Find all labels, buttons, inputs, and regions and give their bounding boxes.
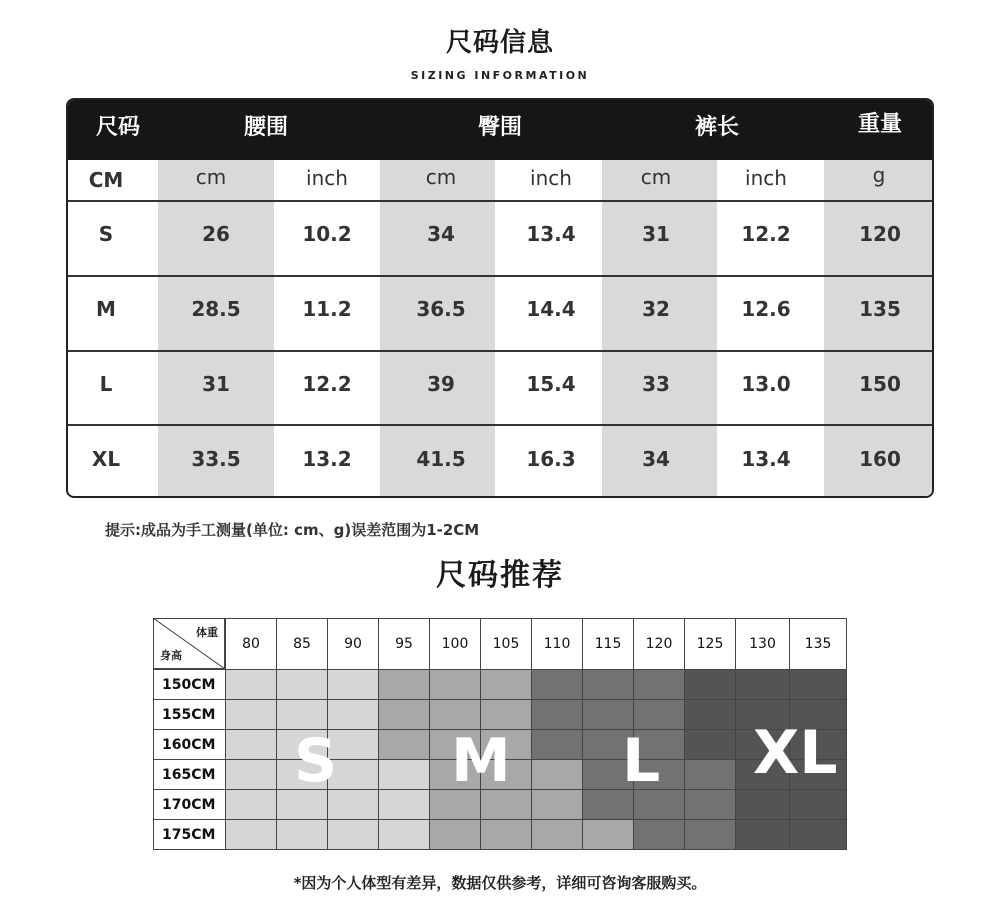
weight-header: 105	[492, 636, 520, 652]
header-size: 尺码	[95, 115, 140, 140]
size-label: S	[98, 222, 114, 246]
size-value: 14.4	[526, 297, 576, 321]
weight-header-cell	[735, 618, 790, 670]
size-zone-cell	[276, 669, 328, 700]
height-row-header	[153, 789, 226, 820]
weight-header-cell	[789, 618, 847, 670]
footnote: *因为个人体型有差异，数据仅供参考，详细可咨询客服购买。	[293, 874, 707, 892]
size-value: 13.4	[526, 222, 576, 246]
size-label: M	[96, 297, 116, 321]
size-zone-cell	[378, 699, 430, 730]
size-zone-cell	[789, 669, 847, 700]
size-zone-cell	[684, 759, 736, 790]
size-value: 33.5	[191, 447, 241, 471]
weight-header: 110	[543, 636, 571, 652]
size-zone-label: S	[294, 726, 338, 796]
size-value: 135	[859, 297, 901, 321]
size-value: 36.5	[416, 297, 466, 321]
weight-header-cell	[429, 618, 481, 670]
size-zone-cell	[531, 669, 583, 700]
size-zone-cell	[225, 819, 277, 850]
weight-header: 125	[696, 636, 724, 652]
size-value: 34	[427, 222, 455, 246]
header-weight: 重量	[857, 112, 902, 137]
size-value: 16.3	[526, 447, 576, 471]
size-label: L	[99, 372, 113, 396]
size-zone-cell	[480, 669, 532, 700]
size-zone-cell	[378, 669, 430, 700]
height-row-header	[153, 699, 226, 730]
size-zone-cell	[531, 789, 583, 820]
size-value: 13.4	[741, 447, 791, 471]
unit-length-cm: cm	[640, 165, 672, 189]
size-value: 41.5	[416, 447, 466, 471]
unit-length-inch: inch	[745, 166, 787, 190]
height-label: 170CM	[162, 797, 216, 813]
size-zone-cell	[684, 669, 736, 700]
weight-header-cell	[327, 618, 379, 670]
height-row-header	[153, 819, 226, 850]
unit-cm-label: CM	[88, 168, 124, 192]
weight-header: 80	[242, 636, 260, 652]
corner-weight-label: 体重	[196, 626, 218, 639]
size-value: 13.0	[741, 372, 791, 396]
size-zone-cell	[633, 819, 685, 850]
weight-header: 120	[645, 636, 673, 652]
weight-header: 135	[804, 636, 832, 652]
size-recommend-grid	[153, 618, 846, 849]
size-value: 28.5	[191, 297, 241, 321]
size-zone-cell	[684, 699, 736, 730]
weight-header: 90	[344, 636, 362, 652]
size-value: 15.4	[526, 372, 576, 396]
size-zone-cell	[225, 759, 277, 790]
page-subtitle: SIZING INFORMATION	[410, 69, 590, 82]
unit-hip-inch: inch	[530, 166, 572, 190]
size-zone-cell	[378, 789, 430, 820]
header-length: 裤长	[694, 115, 739, 140]
size-value: 120	[859, 222, 901, 246]
size-zone-cell	[633, 669, 685, 700]
size-value: 34	[642, 447, 670, 471]
size-value: 26	[202, 222, 230, 246]
weight-header-cell	[378, 618, 430, 670]
size-zone-cell	[225, 699, 277, 730]
size-zone-cell	[735, 789, 790, 820]
size-value: 12.2	[741, 222, 791, 246]
size-zone-cell	[531, 819, 583, 850]
size-zone-cell	[582, 819, 634, 850]
size-zone-cell	[531, 729, 583, 760]
size-value: 12.6	[741, 297, 791, 321]
size-zone-label: XL	[753, 718, 838, 788]
size-zone-cell	[531, 759, 583, 790]
weight-header-cell	[684, 618, 736, 670]
size-zone-cell	[684, 729, 736, 760]
recommend-title: 尺码推荐	[436, 558, 564, 593]
size-zone-cell	[327, 669, 379, 700]
size-label: XL	[91, 447, 121, 471]
size-zone-cell	[684, 789, 736, 820]
weight-header-cell	[633, 618, 685, 670]
weight-header-cell	[276, 618, 328, 670]
height-row-header	[153, 669, 226, 700]
size-zone-cell	[225, 729, 277, 760]
unit-waist-cm: cm	[195, 165, 227, 189]
size-zone-cell	[735, 819, 790, 850]
size-zone-label: L	[622, 726, 661, 796]
size-value: 33	[642, 372, 670, 396]
height-row-header	[153, 729, 226, 760]
size-zone-cell	[684, 819, 736, 850]
size-value: 32	[642, 297, 670, 321]
measurement-note: 提示:成品为手工测量(单位: cm、g)误差范围为1-2CM	[105, 521, 480, 539]
height-label: 150CM	[162, 677, 216, 693]
weight-header-cell	[480, 618, 532, 670]
size-zone-cell	[378, 729, 430, 760]
size-value: 11.2	[302, 297, 352, 321]
weight-header-cell	[531, 618, 583, 670]
weight-header-cell	[225, 618, 277, 670]
size-value: 39	[427, 372, 455, 396]
size-value: 160	[859, 447, 901, 471]
size-value: 150	[859, 372, 901, 396]
size-zone-cell	[789, 819, 847, 850]
header-hip: 臀围	[477, 115, 522, 140]
height-label: 175CM	[162, 827, 216, 843]
size-zone-cell	[429, 669, 481, 700]
height-label: 155CM	[162, 707, 216, 723]
weight-header: 100	[441, 636, 469, 652]
size-value: 12.2	[302, 372, 352, 396]
size-zone-cell	[582, 669, 634, 700]
weight-header-cell	[582, 618, 634, 670]
size-zone-cell	[429, 819, 481, 850]
weight-header: 85	[293, 636, 311, 652]
weight-header: 130	[749, 636, 776, 652]
size-zone-cell	[480, 819, 532, 850]
size-zone-cell	[225, 789, 277, 820]
size-zone-label: M	[451, 726, 511, 796]
corner-height-label: 身高	[160, 649, 182, 662]
size-zone-cell	[327, 819, 379, 850]
size-value: 13.2	[302, 447, 352, 471]
size-zone-cell	[276, 819, 328, 850]
size-zone-cell	[378, 759, 430, 790]
unit-weight-g: g	[872, 163, 886, 187]
size-zone-cell	[225, 669, 277, 700]
weight-header: 95	[395, 636, 413, 652]
weight-header: 115	[594, 636, 622, 652]
height-label: 160CM	[162, 737, 216, 753]
size-zone-cell	[378, 819, 430, 850]
size-zone-cell	[735, 669, 790, 700]
height-label: 165CM	[162, 767, 216, 783]
size-zone-cell	[789, 789, 847, 820]
size-zone-cell	[531, 699, 583, 730]
height-row-header	[153, 759, 226, 790]
size-value: 31	[642, 222, 670, 246]
header-waist: 腰围	[243, 115, 288, 140]
size-value: 31	[202, 372, 230, 396]
unit-hip-cm: cm	[425, 165, 457, 189]
unit-waist-inch: inch	[306, 166, 348, 190]
size-table	[66, 98, 934, 498]
corner-cell	[153, 618, 225, 669]
page-title: 尺码信息	[445, 28, 554, 58]
size-value: 10.2	[302, 222, 352, 246]
